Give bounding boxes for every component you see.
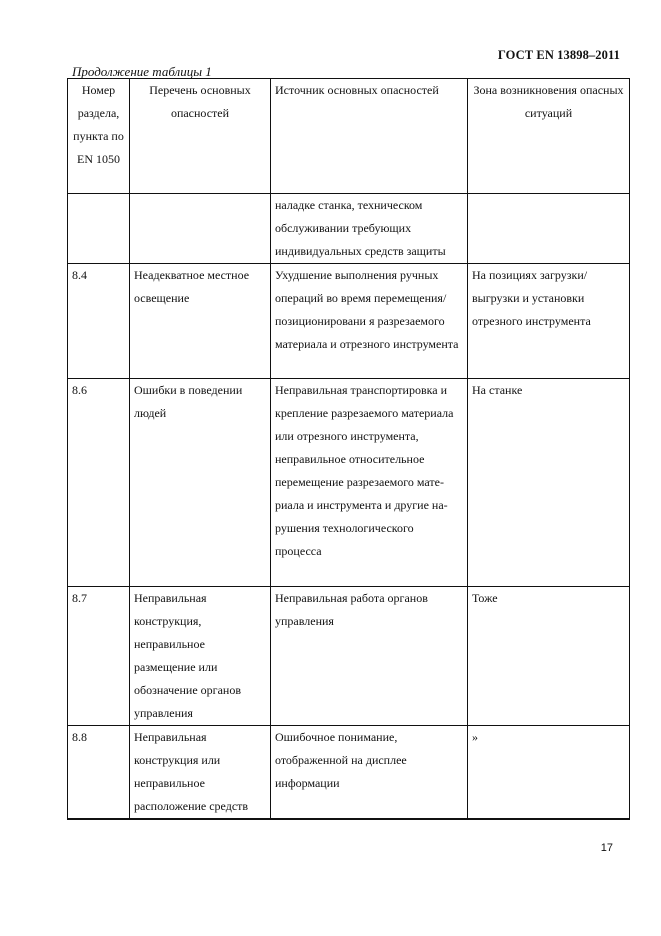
cell-zone: Тоже [468, 587, 630, 726]
cell-section: 8.7 [68, 587, 130, 726]
cell-zone [468, 194, 630, 264]
cell-section: 8.4 [68, 264, 130, 379]
table-row [68, 194, 630, 264]
cell-section [68, 194, 130, 264]
cell-source: Ухудшение выполнения ручных операций во время перемещения/позиционировани я разрезаемого материала и отрезного инструмента [271, 264, 468, 379]
cell-zone: На станке [468, 379, 630, 587]
standard-code: ГОСТ EN 13898–2011 [497, 48, 620, 62]
cell-source: наладке станка, техническом обслуживании требующих индивидуальных средств защиты [271, 194, 468, 264]
cell-source: Ошибочное понимание, отображенной на дисплее информации [271, 726, 468, 820]
table-row [68, 264, 630, 379]
cell-section: 8.6 [68, 379, 130, 587]
cell-zone: » [468, 726, 630, 820]
cell-source: Неправильная работа органов управления [271, 587, 468, 726]
hazards-table [67, 78, 630, 820]
cell-zone: На позициях загрузки/выгрузки и установки отрезного инструмента [468, 264, 630, 379]
column-header-zone: Зона возникновения опасных ситуаций [468, 79, 630, 194]
cell-source: Неправильная транспортировка и крепление разрезаемого материала или отрезного инструмента, неправильное относительное перемещение разрезаемого мате- риала и инструмента и другие на- рушения технологического процесса [271, 379, 468, 587]
table-row [68, 587, 630, 726]
table-row [68, 726, 630, 820]
table-header-row [68, 79, 630, 194]
cell-hazards: Неправильная конструкция или неправильное расположение средств [130, 726, 271, 820]
table-row [68, 379, 630, 587]
column-header-hazards: Перечень основных опасностей [130, 79, 271, 194]
cell-section: 8.8 [68, 726, 130, 820]
cell-hazards: Неадекватное местное освещение [130, 264, 271, 379]
table-continuation-label: Продолжение таблицы 1 [72, 64, 212, 79]
page-number: 17 [600, 842, 613, 854]
column-header-section: Номер раздела, пункта по EN 1050 [68, 79, 130, 194]
column-header-source: Источник основных опасностей [271, 79, 468, 194]
cell-hazards: Ошибки в поведении людей [130, 379, 271, 587]
cell-hazards: Неправильная конструкция, неправильное размещение или обозначение органов управления [130, 587, 271, 726]
cell-hazards [130, 194, 271, 264]
